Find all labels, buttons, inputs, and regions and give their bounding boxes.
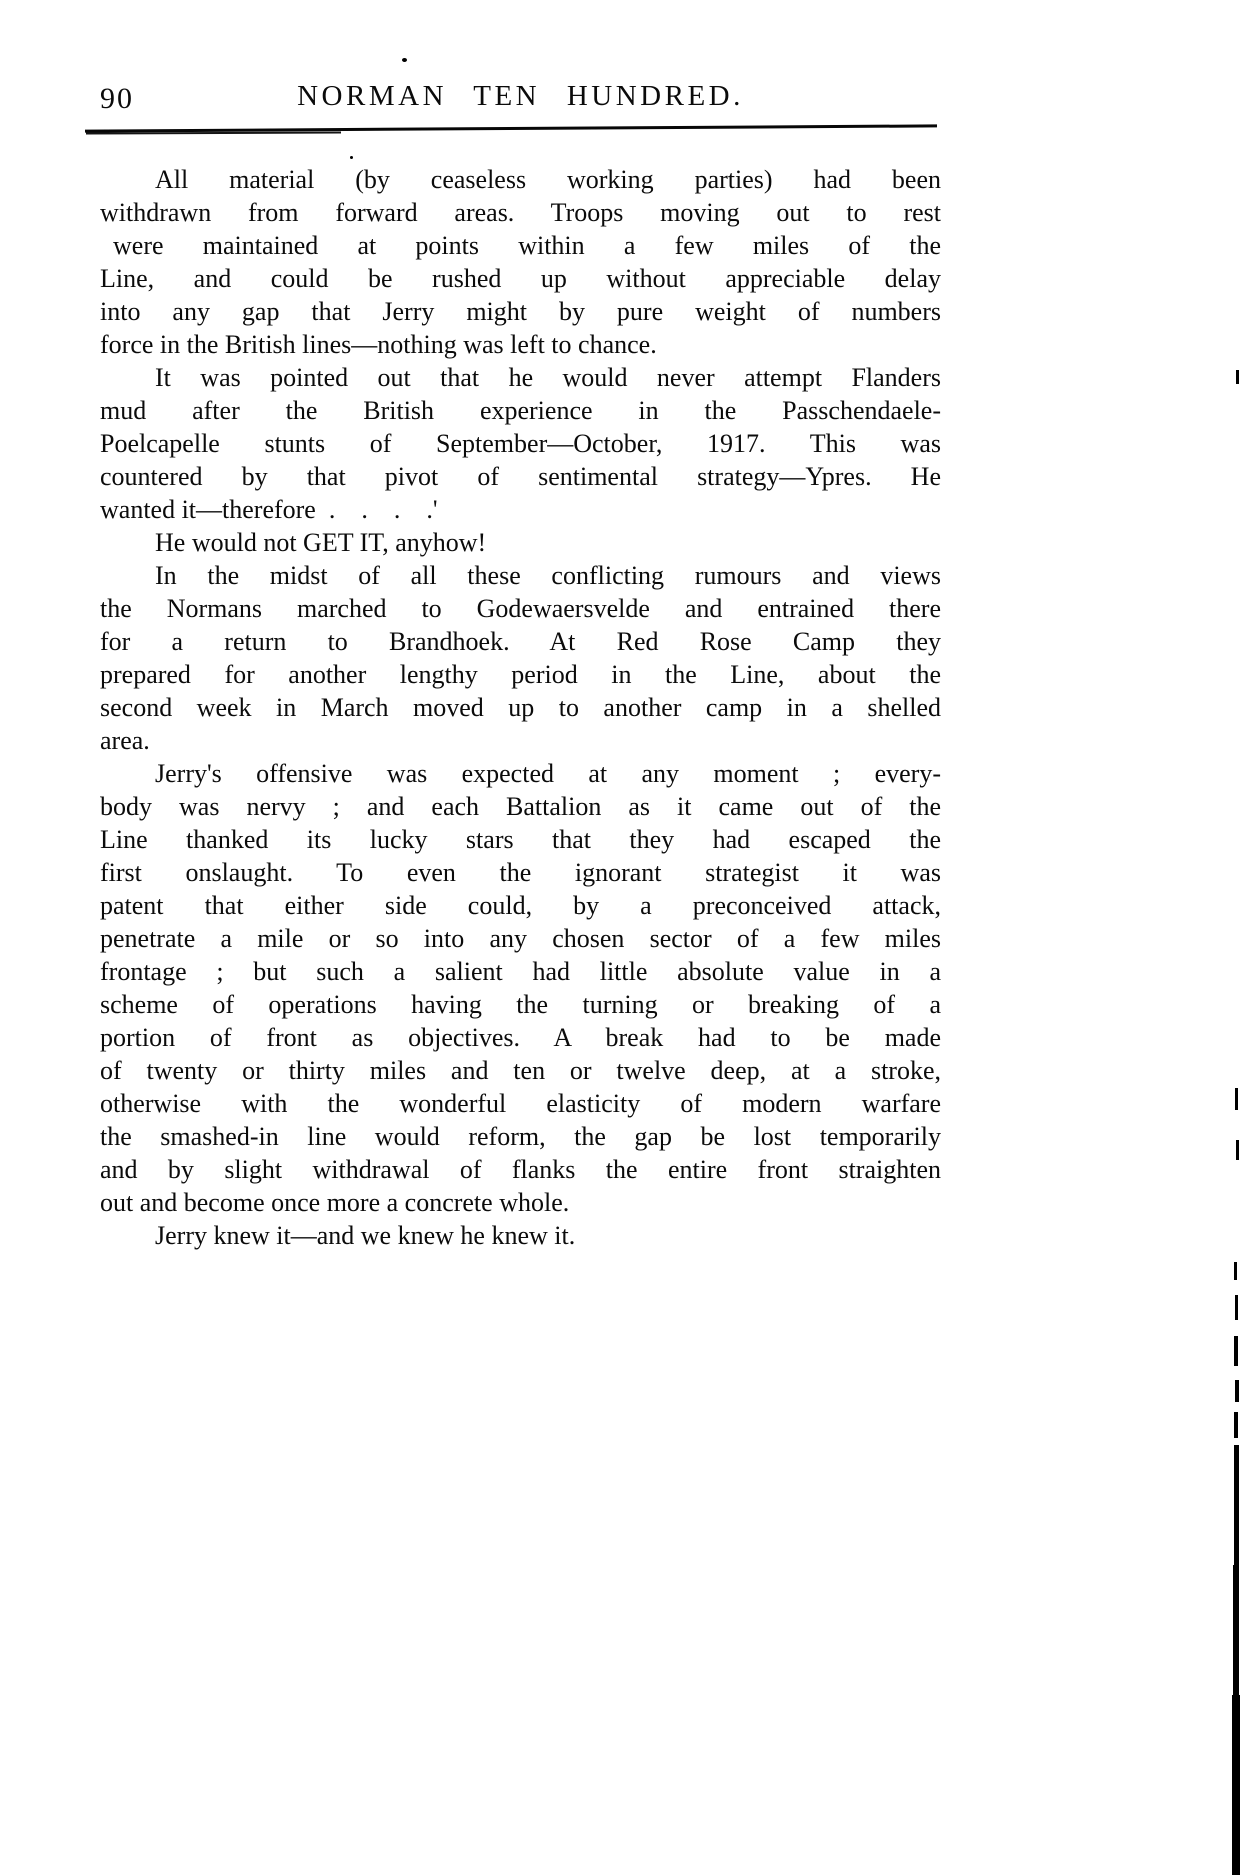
text-line: scheme of operations having the turning or breaking of a <box>100 990 941 1019</box>
text-line: second week in March moved up to another camp in a shelled <box>100 693 941 722</box>
header-rule <box>85 124 937 132</box>
scan-artifact-dash <box>1235 1295 1238 1320</box>
text-line: for a return to Brandhoek. At Red Rose Camp they <box>100 627 941 656</box>
header-rule-fragment <box>86 131 341 134</box>
text-line: In the midst of all these conflicting rumours and views <box>155 561 941 590</box>
text-line: portion of front as objectives. A break had to be made <box>100 1023 941 1052</box>
body-text <box>100 163 941 1252</box>
text-line: withdrawn from forward areas. Troops moving out to rest <box>100 198 941 227</box>
scan-artifact-dash <box>1236 1140 1239 1160</box>
scan-artifact-dash <box>1235 1380 1239 1402</box>
text-line: the smashed-in line would reform, the gap be lost temporarily <box>100 1122 941 1151</box>
page-header <box>100 80 941 120</box>
text-line: countered by that pivot of sentimental strategy—Ypres. He <box>100 462 941 491</box>
scan-speck <box>350 156 353 159</box>
text-line: It was pointed out that he would never attempt Flanders <box>155 363 941 392</box>
text-line: wanted it—therefore . . . .' <box>100 495 438 524</box>
text-line: the Normans marched to Godewaersvelde and entrained there <box>100 594 941 623</box>
scan-artifact-edge <box>1234 1445 1239 1565</box>
text-line: out and become once more a concrete whole. <box>100 1188 570 1217</box>
scan-speck <box>402 58 407 62</box>
scan-artifact-edge <box>1232 1695 1240 1875</box>
text-line: force in the British lines—nothing was left to chance. <box>100 330 657 359</box>
text-line: Jerry knew it—and we knew he knew it. <box>155 1221 576 1250</box>
text-line: area. <box>100 726 150 755</box>
text-line: Jerry's offensive was expected at any moment ; every- <box>155 759 941 788</box>
text-line: Line, and could be rushed up without appreciable delay <box>100 264 941 293</box>
text-line: He would not GET IT, anyhow! <box>155 528 487 557</box>
scan-artifact-dash <box>1234 1336 1238 1366</box>
text-line: Line thanked its lucky stars that they had escaped the <box>100 825 941 854</box>
scan-artifact-edge <box>1233 1565 1239 1695</box>
text-line: frontage ; but such a salient had little absolute value in a <box>100 957 941 986</box>
text-line: body was nervy ; and each Battalion as it came out of the <box>100 792 941 821</box>
text-line: into any gap that Jerry might by pure weight of numbers <box>100 297 941 326</box>
page-number: 90 <box>100 82 134 115</box>
scan-artifact-dash <box>1235 1088 1238 1110</box>
text-line: patent that either side could, by a preconceived attack, <box>100 891 941 920</box>
scan-artifact-dash <box>1234 1412 1238 1438</box>
text-line: and by slight withdrawal of flanks the entire front straighten <box>100 1155 941 1184</box>
text-line: first onslaught. To even the ignorant strategist it was <box>100 858 941 887</box>
scan-artifact-dash <box>1236 370 1239 384</box>
text-line: were maintained at points within a few miles of the <box>113 231 941 260</box>
text-line: All material (by ceaseless working parties) had been <box>155 165 941 194</box>
scan-artifact-dash <box>1234 1262 1237 1280</box>
text-line: of twenty or thirty miles and ten or twelve deep, at a stroke, <box>100 1056 941 1085</box>
text-line: otherwise with the wonderful elasticity of modern warfare <box>100 1089 941 1118</box>
running-title: NORMAN TEN HUNDRED. <box>297 80 744 112</box>
text-line: prepared for another lengthy period in the Line, about the <box>100 660 941 689</box>
text-line: Poelcapelle stunts of September—October, 1917. This was <box>100 429 941 458</box>
text-line: penetrate a mile or so into any chosen sector of a few miles <box>100 924 941 953</box>
text-line: mud after the British experience in the Passchendaele- <box>100 396 941 425</box>
